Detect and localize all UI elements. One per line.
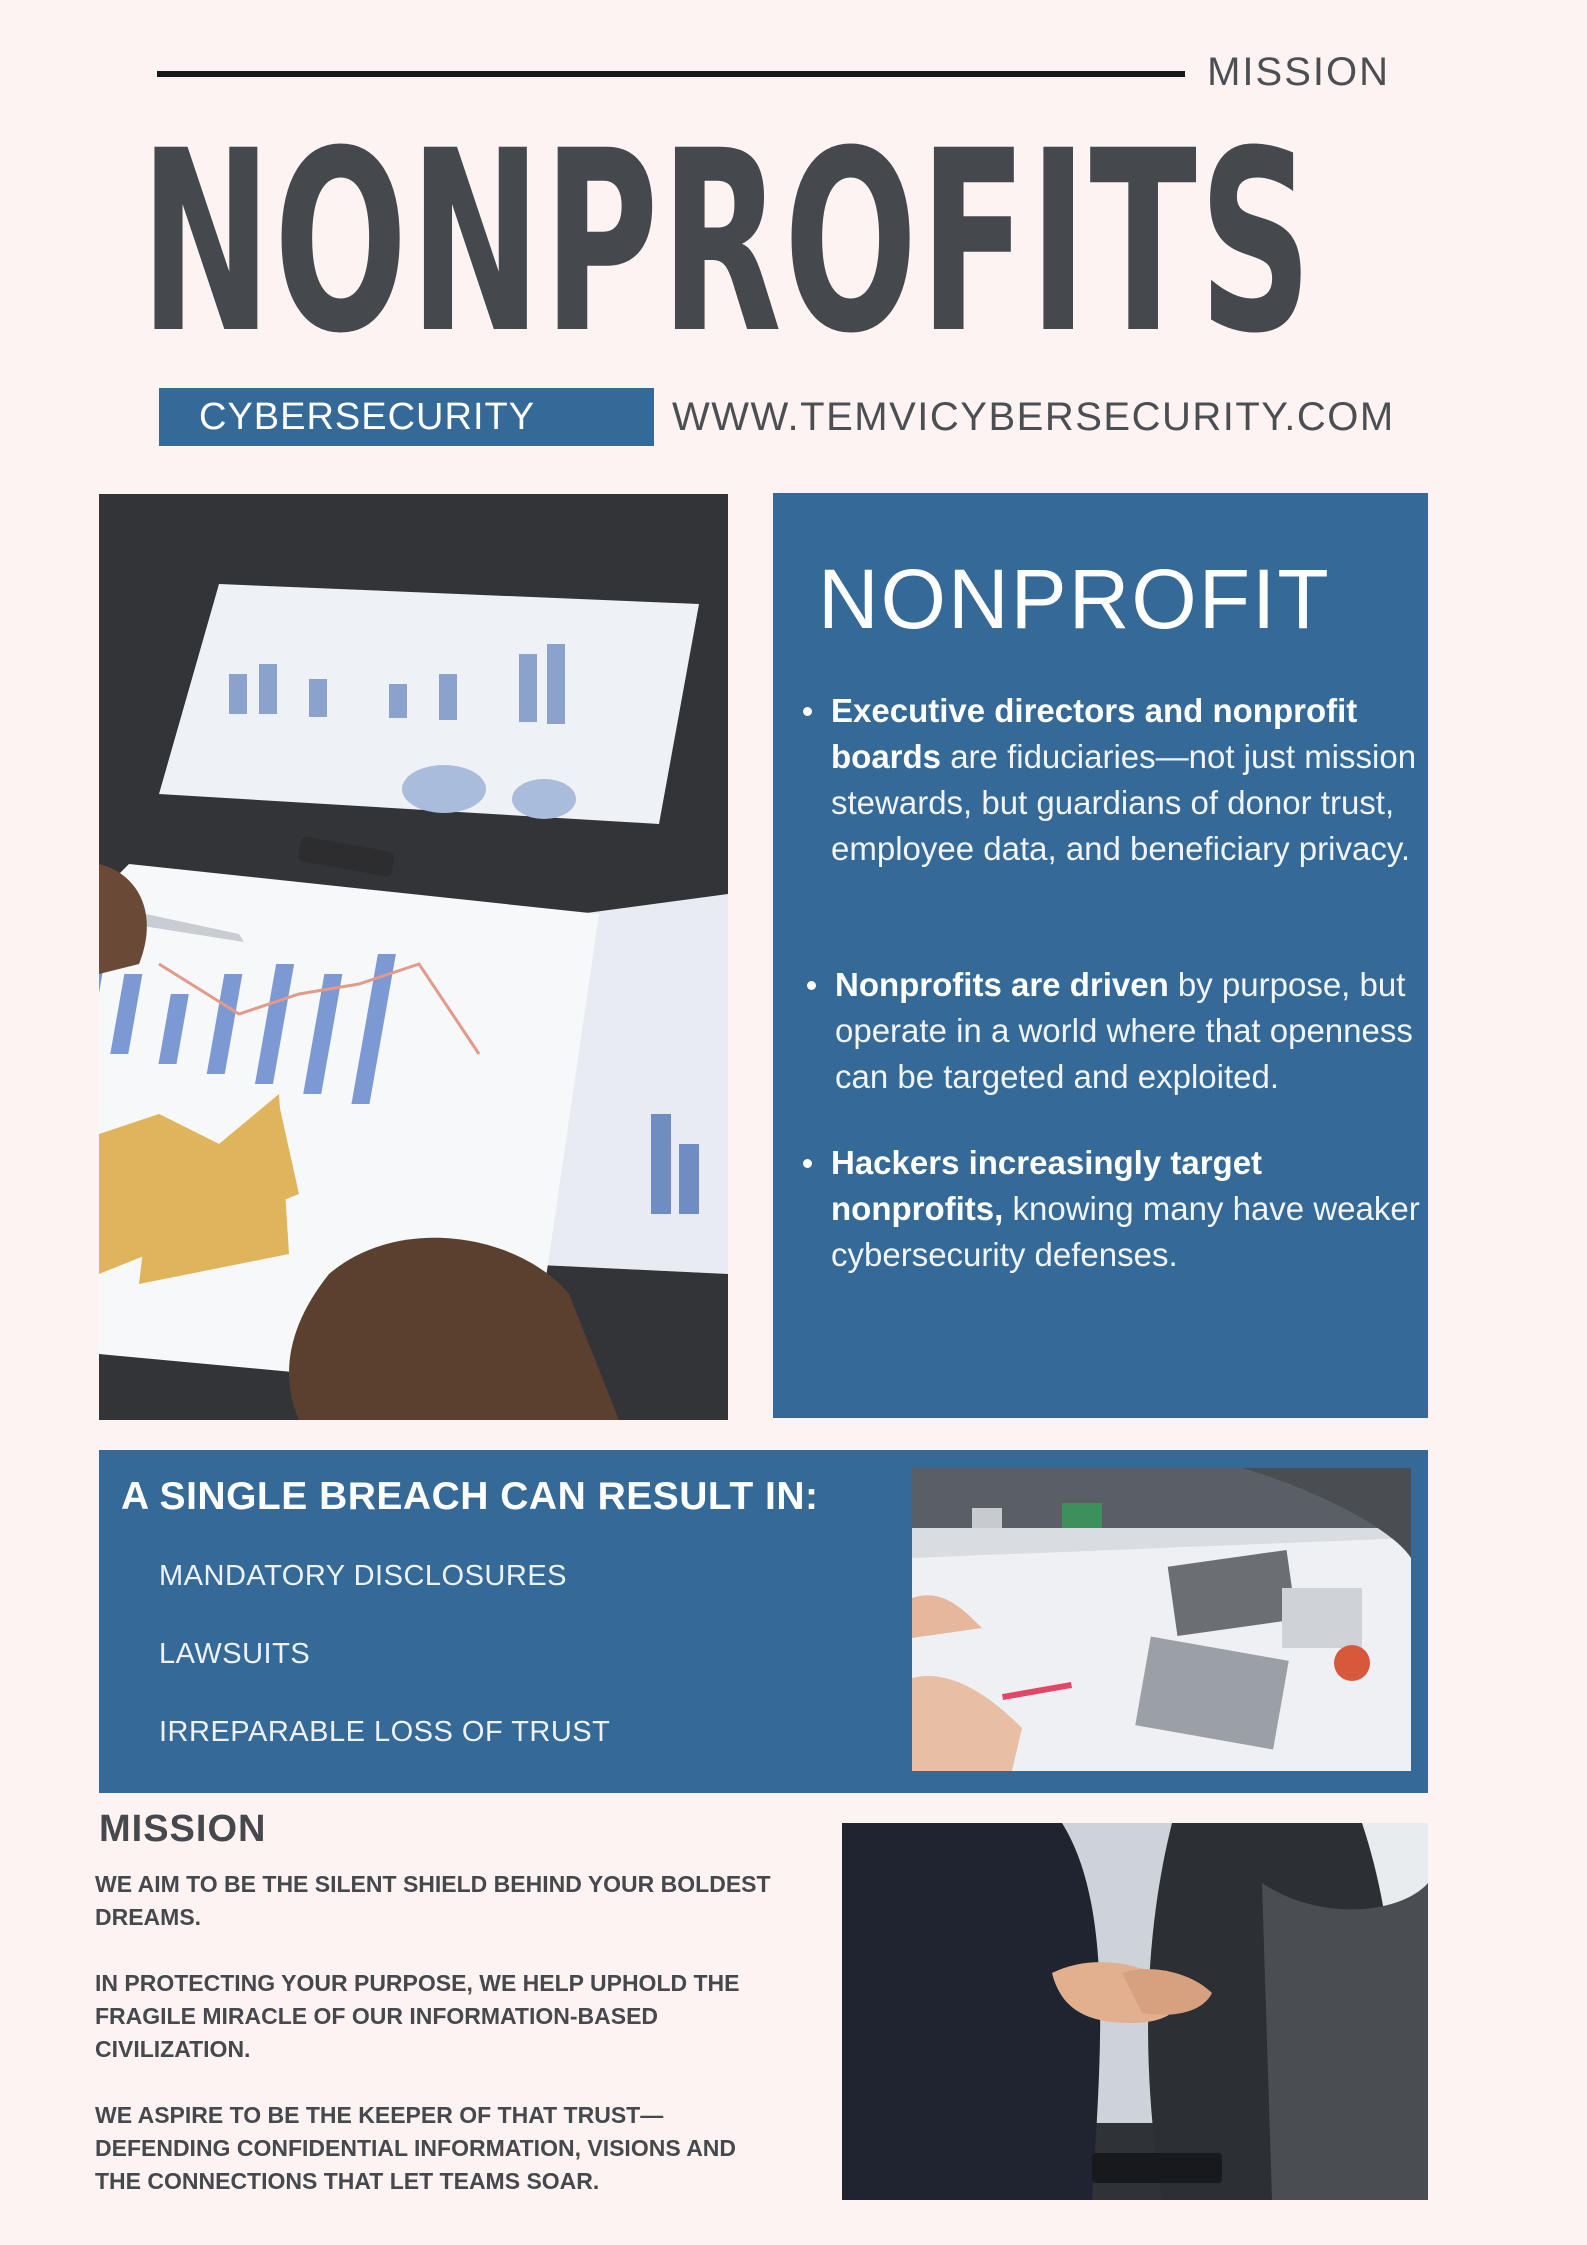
page-title: NONPROFITS: [140, 97, 1315, 388]
business-charts-photo: [99, 494, 728, 1420]
bullet-text: knowing many have weaker cybersecurity defenses.: [831, 1190, 1420, 1273]
breach-panel-title: A SINGLE BREACH CAN RESULT IN:: [121, 1475, 819, 1518]
mission-paragraph: WE ASPIRE TO BE THE KEEPER OF THAT TRUST—DEFENDING CONFIDENTIAL INFORMATION, VISIONS AND THE CONNECTIONS THAT LET TEAMS SOAR.: [95, 2102, 737, 2194]
breach-results-panel: [99, 1450, 1428, 1793]
team-meeting-photo: [912, 1468, 1411, 1771]
info-panel-title: NONPROFIT: [818, 552, 1331, 646]
list-item: [835, 962, 1425, 1100]
bullet-bold-text: Hackers increasingly target nonprofits,: [831, 1144, 1263, 1227]
list-item: [831, 1140, 1421, 1278]
breach-item: LAWSUITS: [159, 1638, 311, 1670]
mission-paragraph: WE AIM TO BE THE SILENT SHIELD BEHIND YOUR BOLDEST DREAMS.: [95, 1871, 771, 1930]
mission-heading: MISSION: [99, 1808, 267, 1850]
breach-item: IRREPARABLE LOSS OF TRUST: [159, 1716, 611, 1748]
list-item: [831, 688, 1421, 872]
nonprofit-info-panel: [773, 493, 1428, 1418]
bullet-bold-text: Nonprofits are driven: [835, 966, 1169, 1003]
mission-statement: [95, 1868, 785, 2231]
mission-paragraph: IN PROTECTING YOUR PURPOSE, WE HELP UPHOLD THE FRAGILE MIRACLE OF OUR INFORMATION-BASED CIVILIZATION.: [95, 1970, 740, 2062]
info-bullet-list: [831, 688, 1421, 1278]
bullet-bold-text: Executive directors and nonprofit boards: [831, 692, 1358, 775]
header-rule: [157, 71, 1185, 77]
handshake-photo: [842, 1823, 1428, 2200]
bullet-text: by purpose, but operate in a world where that openness can be targeted and exploited.: [835, 966, 1413, 1095]
category-tag: CYBERSECURITY: [159, 388, 654, 446]
bullet-text: are fiduciaries—not just mission stewards, but guardians of donor trust, employee data, and beneficiary privacy.: [831, 738, 1417, 867]
breach-item: MANDATORY DISCLOSURES: [159, 1560, 568, 1592]
header-kicker: MISSION: [1207, 50, 1390, 94]
website-link[interactable]: WWW.TEMVICYBERSECURITY.COM: [672, 395, 1395, 439]
